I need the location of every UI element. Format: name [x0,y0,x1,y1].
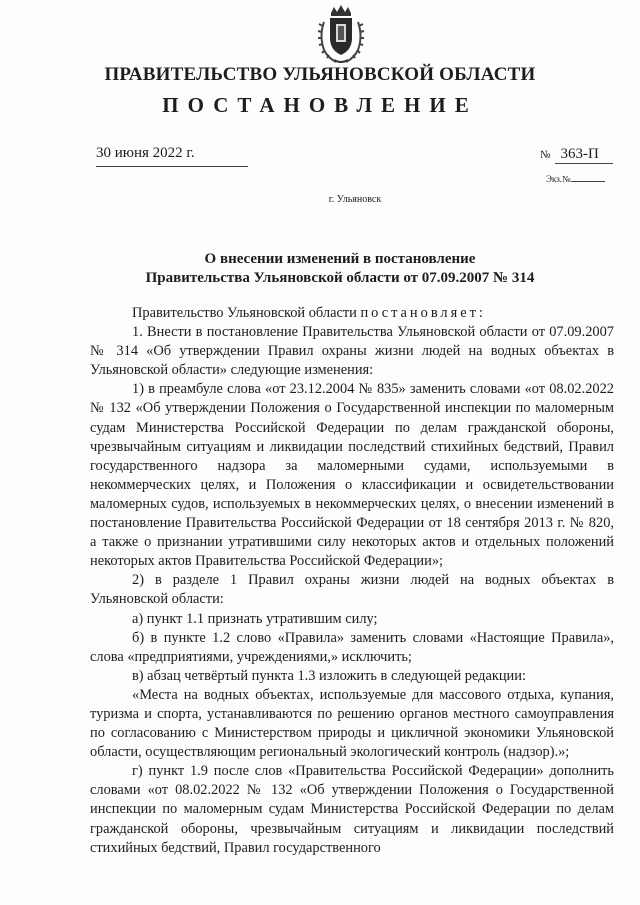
paragraph-5: б) в пункте 1.2 слово «Правила» заменить словами «Настоящие Правила», слова «предприятиями, учреждениями,» исключить; [90,629,614,665]
document-number [540,146,613,164]
intro-paragraph [90,304,614,323]
government-name: ПРАВИТЕЛЬСТВО УЛЬЯНОВСКОЙ ОБЛАСТИ [104,64,536,85]
copy-number-field [546,174,605,184]
copy-number-label: Экз.№ [546,174,571,184]
document-subject [90,250,590,288]
copy-number-blank [571,181,605,182]
number-value: 363-П [555,146,613,164]
paragraph-4: а) пункт 1.1 признать утратившим силу; [132,610,378,627]
paragraph-1: 1. Внести в постановление Правительства Ульяновской области от 07.09.2007 № 314 «Об утверждении Правил охраны жизни людей на водных объектах в Ульяновской области» следующие изменения: [90,324,614,379]
document-type-title: ПОСТАНОВЛЕНИЕ [162,93,478,117]
paragraph-2: 1) в преамбуле слова «от 23.12.2004 № 835» заменить словами «от 08.02.2022 № 132 «Об утверждении Положения о Государственной инспекции по маломерным судам Министерства Российской Федерации по делам гражданской обороны, чрезвычайным ситуациям и ликвидации последствий стихийных бедствий, Правил государственного надзора за маломерными судами, используемыми в некоммерческих целях, и Положения о классификации и освидетельствовании маломерных судов, используемых в некоммерческих целях, о внесении изменений в постановление Правительства Российской Федерации от 18 сентября 2013 г. № 820, а также о признании утратившими силу некоторых актов и отдельных положений некоторых актов Правительства Российской Федерации»; [90,381,614,570]
number-sign: № [540,149,551,161]
date-underline [96,166,248,167]
paragraph-8: г) пункт 1.9 после слов «Правительства Российской Федерации» дополнить словами «от 08.02.2022 № 132 «Об утверждении Положения о Государственной инспекции по маломерным судам Министерства Российской Федерации по делам гражданской обороны, чрезвычайным ситуациям и ликвидации последствий стихийных бедствий, Правил государственного [90,763,614,856]
paragraph-3: 2) в разделе 1 Правил охраны жизни людей на водных объектах в Ульяновской области: [90,572,614,608]
subject-line-2: Правительства Ульяновской области от 07.09.2007 № 314 [145,270,535,286]
paragraph-6: в) абзац четвёртый пункта 1.3 изложить в следующей редакции: [132,667,526,684]
paragraph-7: «Места на водных объектах, используемые для массового отдыха, купания, туризма и спорта, устанавливаются по решению органов местного самоуправления по согласованию с Министерством природы и цикличной экономики Ульяновской области, осуществляющим региональный экологический контроль (надзор).»; [90,686,614,761]
document-date: 30 июня 2022 г. [96,145,195,161]
document-body [90,304,614,858]
resolution-word: постановляет: [360,305,486,321]
city-name: г. Ульяновск [328,194,382,205]
subject-line-1: О внесении изменений в постановление [204,251,476,267]
coat-of-arms-emblem [316,4,366,66]
intro-text: Правительство Ульяновской области [132,305,361,321]
